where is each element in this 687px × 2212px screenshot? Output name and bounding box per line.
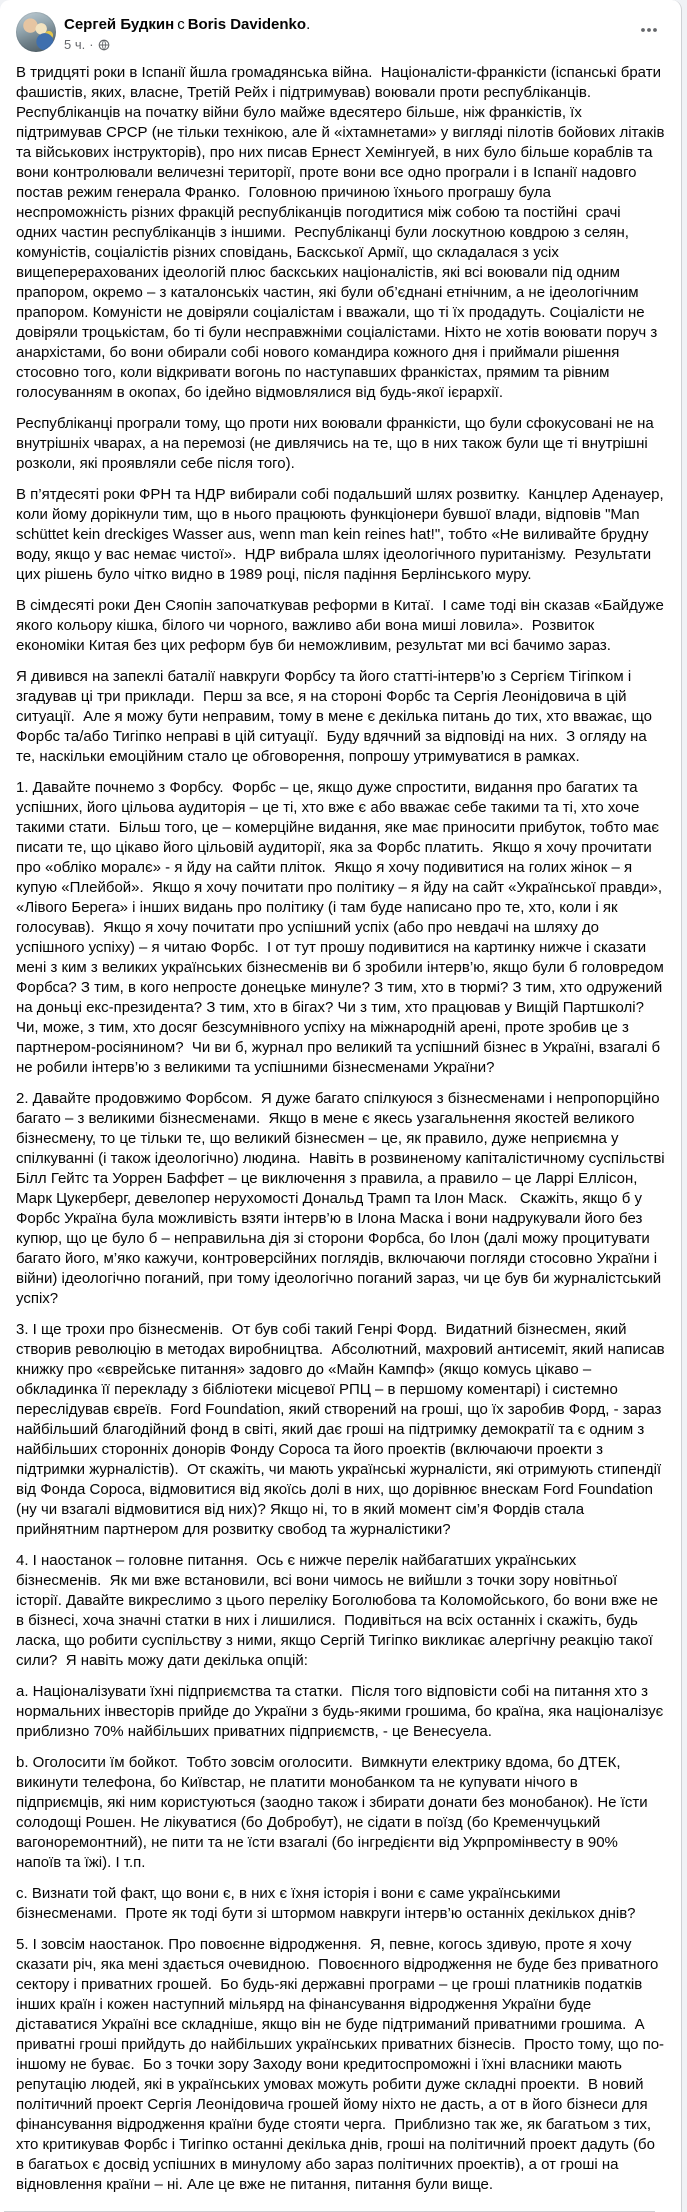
meta-separator: · [89,37,94,52]
post-paragraph: В п’ятдесяті роки ФРН та НДР вибирали собі подальший шлях розвитку. Канцлер Аденауер, коли йому дорікнули тим, що в нього працюють функціонери бувшої влади, відповів "Man schüttet kein dreckiges Wasser aus, wenn man kein reines hat!", тобто «Не виливайте брудну воду, якщо у вас немає чистої». НДР вибрала шлях ідеологічного пуританізму. Результати цих рішень було чітко видно в 1989 році, після падіння Берлінського муру. [16,486,668,583]
post-paragraph: 5. І зовсім наостанок. Про повоєнне відродження. Я, певне, когось здивую, проте я хочу сказати річ, яка мені здається очевидною. Повоєнного відродження не буде без приватного сектору і приватних грошей. Бо будь-які державні програми – це гроші платників податків інших країн і кожен наступний мільярд на фінансування відродження України буде діставатися Україні все складніше, якщо він не буде підтриманий приватними грошима. А приватні гроші прийдуть до найбільших українських приватних бізнесів. Просто тому, що по-іншому не буває. Бо з точки зору Заходу вони кредитоспроможні і їхні власники мають репутацію людей, які в українських умовах можуть робити дуже складні проекти. В новий політичний проект Сергія Леонідовича грошей йому ніхто не дасть, а от в його бізнеси для фінансування відродження країни буде стояти черга. Приблизно так же, як багатьом з тих, хто критикував Форбс і Тигіпко останні декілька днів, гроші на політичний проект дадуть (бо в багатьох є досвід успішних в минулому або зараз політичних проектів), а от гроші на відновлення країни – ні. Але це вже не питання, питання були вище. [16,1936,665,2193]
three-dots-icon [639,20,659,40]
post-header [0,0,681,57]
post-header-text [64,12,633,53]
post-paragraph: 2. Давайте продовжимо Форбсом. Я дуже багато спілкуюся з бізнесменами і непропорційно багато – з великими бізнесменами. Якщо в мене є якесь узагальнення якостей великого бізнесмену, то це тільки те, що великий бізнесмен – це, як правило, дуже неприємна у спілкуванні (і також ідеологічно) людина. Навіть в розвиненому капіталістичному суспільстві Білл Гейтс та Уоррен Баффет – це виключення з правила, а правило – це Ларрі Еллісон, Марк Цукерберг, девелопер нерухомості Дональд Трамп та Ілон Маск. Скажіть, якщо б у Форбс Україна була можливість взяти інтерв’ю в Ілона Маска і вони надрукували його без купюр, що це було б – неправильна дія зі сторони Форбса, бо Ілон (далі можу процитувати багато його, м’яко кажучи, контроверсійних поглядів, включаючи погляди стосовно України і війни) ідеологічно поганий, при тому ідеологічно поганий зараз, чи це був би журналістський успіх? [16,1090,669,1307]
author-avatar[interactable] [16,12,56,52]
post-paragraph: 1. Давайте почнемо з Форбсу. Форбс – це, якщо дуже спростити, видання про багатих та успішних, його цільова аудиторія – це ті, хто вже є або вважає себе такими та ті, хто хоче такими стати. Більш того, це – комерційне видання, яке має приносити прибуток, тобто має писати те, що цікаво його цільовій аудиторії, яка за Форбс платить. Якщо я хочу прочитати про «обліко моралє» - я йду на сайти пліток. Якщо я хочу подивитися на голих жінок – я купую «Плейбой». Якщо я хочу почитати про політику – я йду на сайт «Української правди», «Лівого Берега» і інших видань про політику (і там буде написано про те, хто, коли і як голосував). Якщо я хочу почитати про успішний успіх (або про невдачі на шляху до успішного успіху) – я читаю Форбс. І от тут прошу подивитися на картинку нижче і сказати мені з ким з великих українських бізнесменів ви б зробили інтерв’ю, якщо були б головредом Форбса? З тим, в кого непросте донецьке минуле? З тим, хто в тюрмі? З тим, хто одружений на доньці екс-президента? З тим, хто в бігах? Чи з тим, хто працював у Вищій Партшколі? Чи, може, з тим, хто досяг безсумнівного успіху на міжнародній арені, проте зробив це з партнером-росіянином? Чи ви б, журнал про великий та успішний бізнес в Україні, взагалі б не робили інтерв’ю з великими та успішними бізнесменами України? [16,779,668,1076]
post-text [0,57,681,2209]
globe-icon [98,39,110,51]
byline-connector: с [177,16,185,33]
post-paragraph: c. Визнати той факт, що вони є, в них є їхня історія і вони є саме українськими бізнесменами. Проте як тоді бути зі штормом навкруги інтерв’ю останніх декількох днів? [16,1885,636,1922]
author-name-link[interactable]: Сергей Будкин [64,16,175,33]
byline [64,12,633,34]
post-paragraph: a. Націоналізувати їхні підприємства та статки. Після того відповісти собі на питання хто з нормальних інвесторів прийде до України з будь-якими грошима, бо країна, яка націоналізує приблизно 70% найбільших приватних підприємств, - це Венесуела. [16,1683,668,1740]
post-paragraph: В сімдесяті роки Ден Сяопін започаткував реформи в Китаї. І саме тоді він сказав «Байдуже якого кольору кішка, білого чи чорного, важливо аби вона миші ловила». Розвиток економіки Китая без цих реформ був би неможливим, результат ми всі бачимо зараз. [16,597,668,654]
post-paragraph: В тридцяті роки в Іспанії йшла громадянська війна. Націоналісти-франкісти (іспанські брати фашистів, яких, власне, Третій Рейх і підтримував) воювали проти республіканців. Республіканців на початку війни було майже вдесятеро більше, ніж франкістів, їх підтримував СРСР (не тільки технікою, але й «іхтамнетами» у вигляді пілотів бойових літаків та військових інструкторів), про них писав Ернест Хемінгуей, в них було більше кораблів та вони контролювали величезні території, проте вони все одно програли і в Іспанії надовго постав режим генерала Франко. Головною причиною їхнього програшу була неспроможність різних фракцій республіканців погодитися між собою та постійні срачі одних частин республіканців з іншими. Республіканці були лоскутною ковдрою з селян, комуністів, соціалістів різних сповідань, Баскської Армії, що складалася з усіх вищеперерахованих ідеологій плюс баскських націоналістів, які всі воювали під одним прапором, окремо – з каталонськіх частин, які були об’єднані етнічним, а не ідеологічним прапором. Комуністи не довіряли соціалістам і вважали, що ті їх продадуть. Соціалісти не довіряли троцькістам, бо ті були несправжніми соціалістами. Ніхто не хотів воювати поруч з анархістами, бо вони обирали собі нового командира кожного дня і приймали рішення стосовно того, коли відкривати вогонь по наступавших франкістах, прямим та рівним голосуванням в окопах, бо ідейно відмовлялися від будь-якої ієрархії. [16,64,669,401]
post-paragraph: Я дивився на запеклі баталії навкруги Форбсу та його статті-інтерв’ю з Сергієм Тігіпком і згадував ці три приклади. Перш за все, я на стороні Форбс та Сергія Леонідовича в цій ситуації. Але я можу бути неправим, тому в мене є декілька питань до тих, хто вважає, що Форбс та/або Тигіпко неправі в цій ситуації. Буду вдячний за відповіді на них. З огляду на те, наскільки емоційним стало це обговорення, попрошу утримуватися в рамках. [16,668,657,765]
post-paragraph: 4. І наостанок – головне питання. Ось є нижче перелік найбагатших українських бізнесменів. Як ми вже встановили, всі вони чимось не вийшли з точки зору новітньої історії. Давайте викреслимо з цього переліку Боголюбова та Коломойського, бо вони вже не в бізнесі, хоча значні статки в них і лишилися. Подивіться на всіх останніх і скажіть, будь ласка, що робити суспільству з ними, якщо Сергій Тигіпко викликає алергічну реакцію такої сили? Я навіть можу дати декілька опцій: [16,1552,663,1669]
tagged-name-link[interactable]: Boris Davidenko [187,16,307,33]
post-paragraph: b. Оголосити їм бойкот. Тобто зовсім оголосити. Вимкнути електрику вдома, бо ДТЕК, викинути телефона, бо Київстар, не платити монобанком та не купувати нічого в підприємців, які ним користуються (заодно також і збирати донати без монобанок). Не їсти солодощі Рошен. Не лікуватися (бо Добробут), не сідати в поїзд (бо Кременчуцький вагоноремонтний), не пити та не їсти взагалі (бо інгредієнти від Укрпромінвесту в 90% напоїв та їжі). І т.п. [16,1754,652,1871]
timestamp-link[interactable]: 5 ч. [64,37,86,52]
byline-period: . [306,16,311,33]
post-meta [64,37,633,53]
more-options-button[interactable] [633,14,665,46]
post-paragraph: 3. І ще трохи про бізнесменів. От був собі такий Генрі Форд. Видатний бізнесмен, який створив революцію в методах виробництва. Абсолютний, махровий антисеміт, який написав книжку про «єврейське питання» задовго до «Майн Кампф» (якщо комусь цікаво – обкладинка її перекладу з бібліотеки місцевої РПЦ – в першому коментарі) і системно переслідував євреїв. Ford Foundation, який створений на гроші, що їх заробив Форд, - зараз найбільший благодійний фонд в світі, який дає гроші на підтримку демократії та є одним з найбільших сторонніх донорів Фонду Сороса та його проектів (включаючи проекти з підтримки журналістів). От скажіть, чи мають українські журналісти, які отримують стипендії від Фонда Сороса, відмовитися від якоїсь долі в них, що дорівнює внескам Ford Foundation (ну чи взагалі відмовитися від них)? Якщо ні, то в який момент сім’я Фордів стала прийнятним партнером для розвитку свобод та журналістики? [16,1321,669,1538]
post-paragraph: Республіканці програли тому, що проти них воювали франкісти, що були сфокусовані не на внутрішніх чварах, а на перемозі (не дивлячись на те, що в них також були ще ті внутрішні розколи, які проявляли себе після того). [16,415,658,472]
